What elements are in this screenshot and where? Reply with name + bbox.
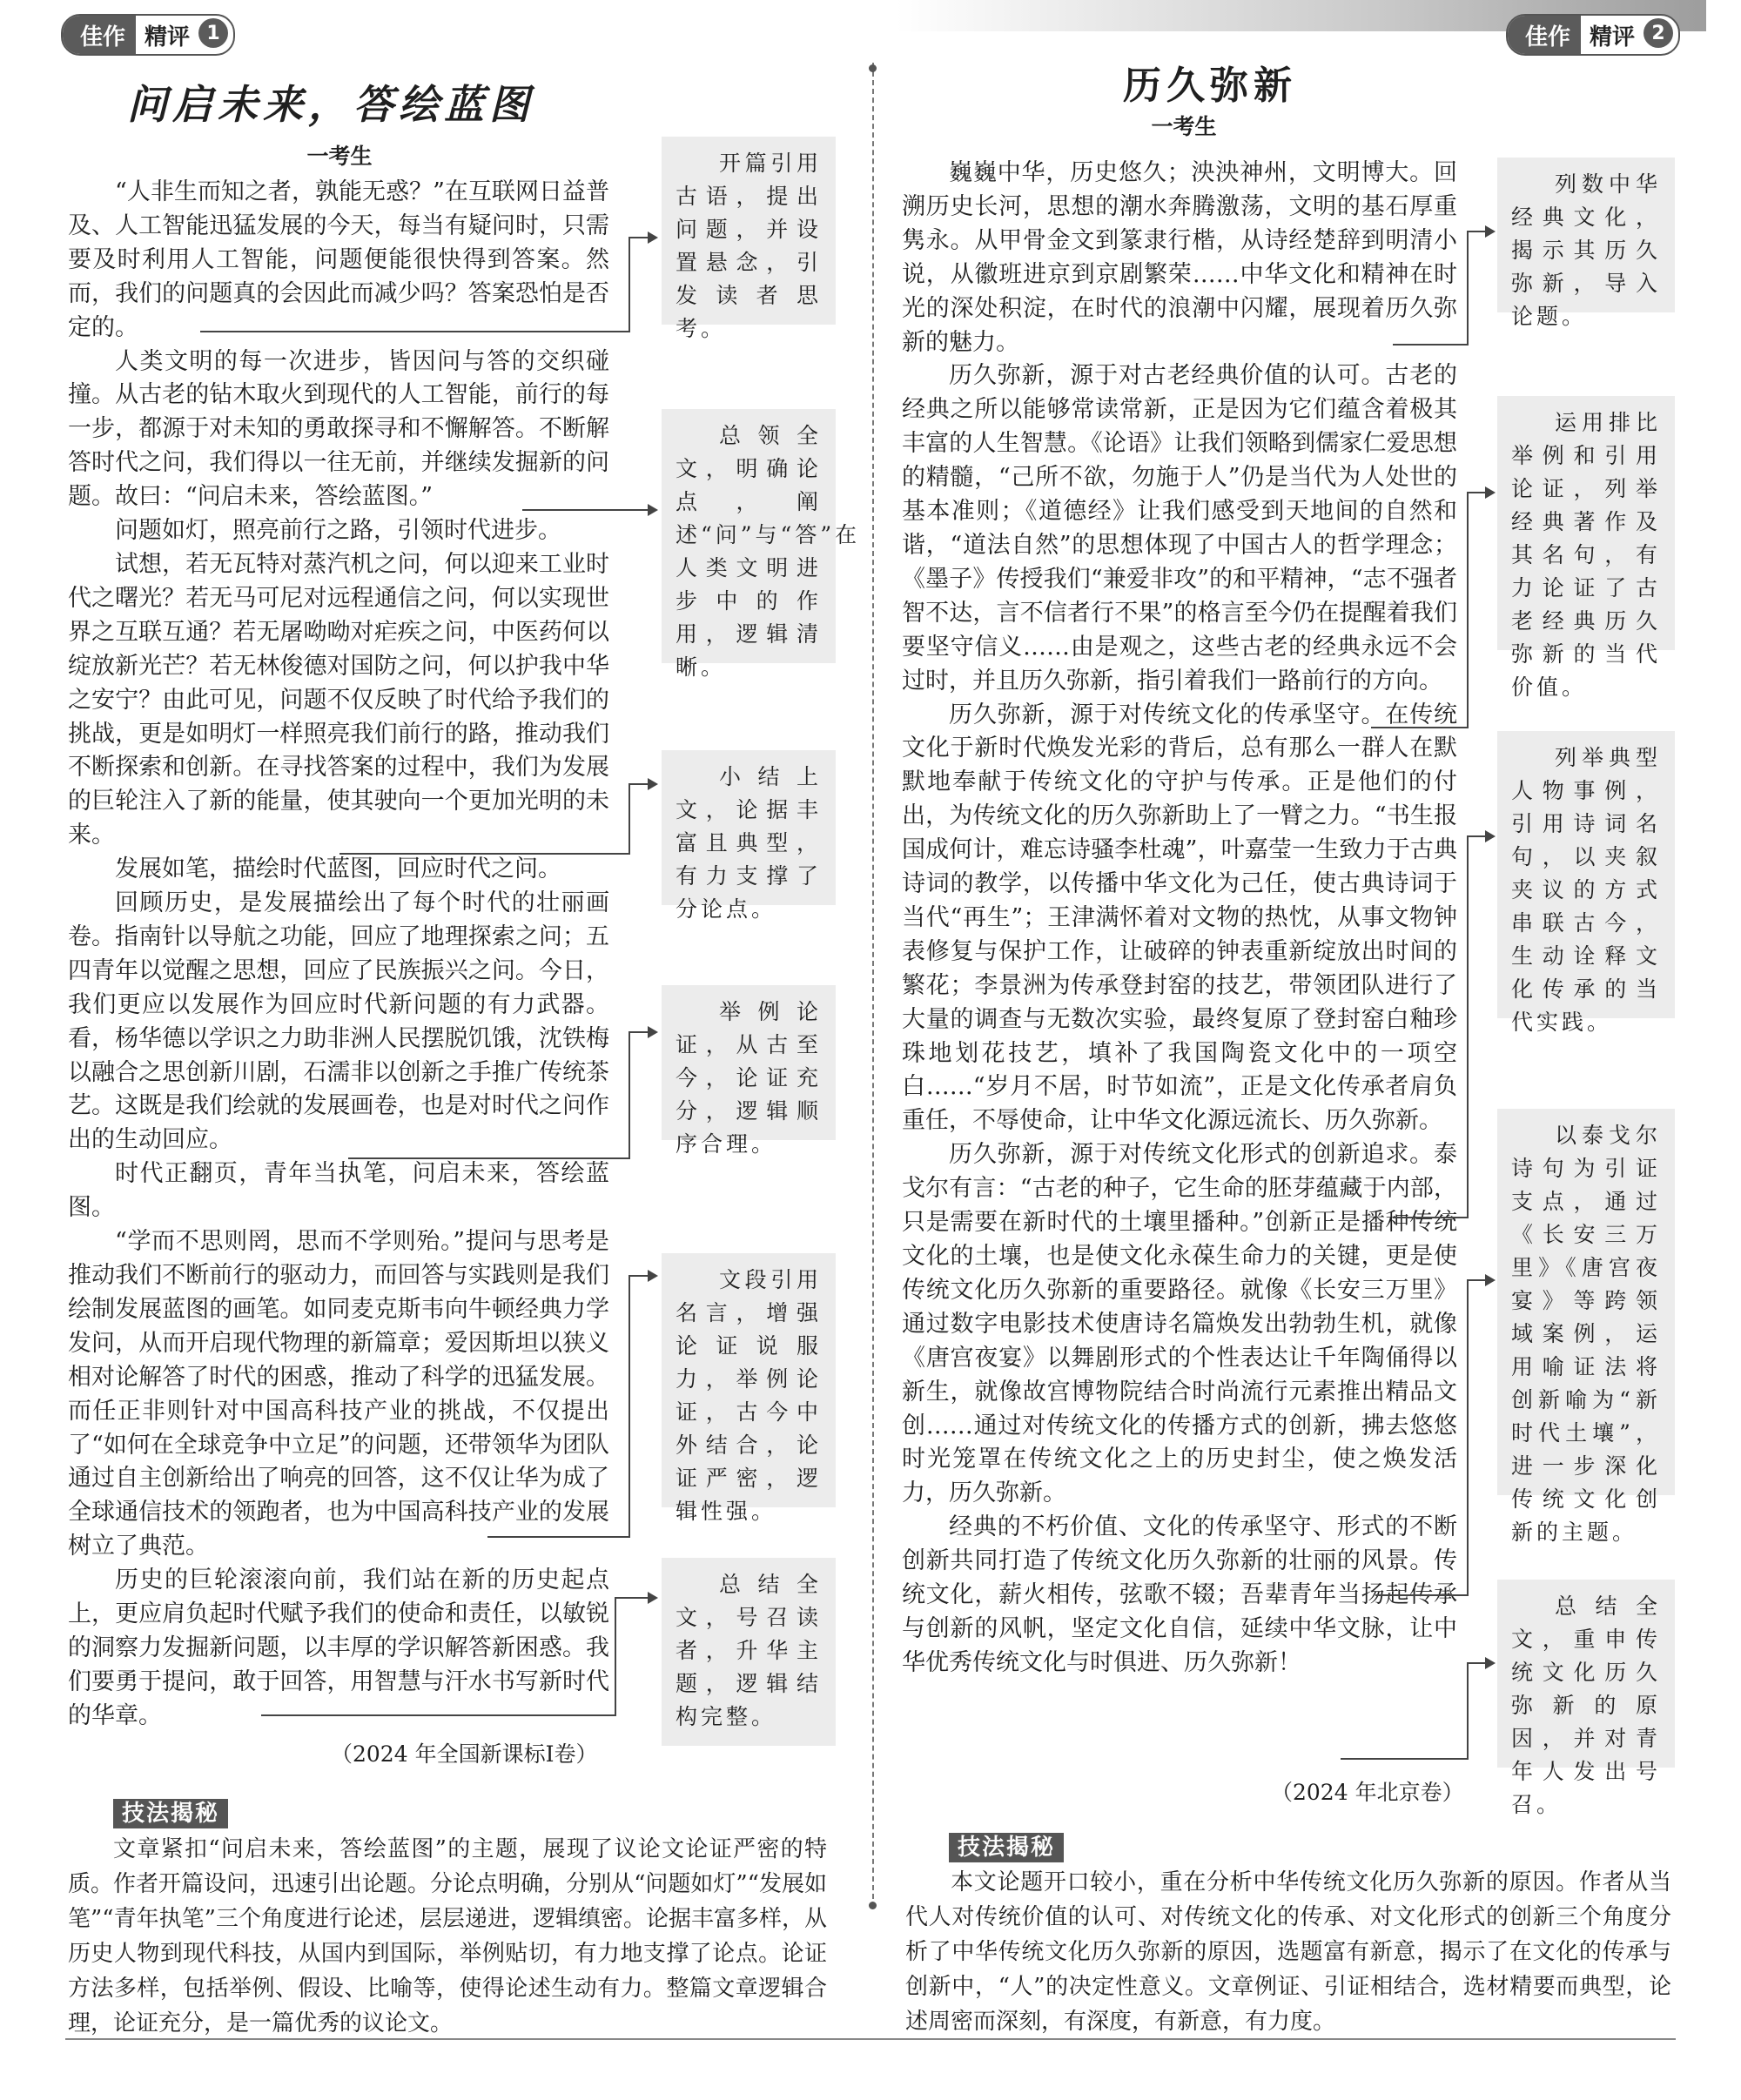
essay-body-left	[68, 176, 609, 1734]
annotation-note: 总结全文，重申传统文化历久弥新的原因，并对青年人发出号召。	[1497, 1580, 1675, 1768]
technique-text-right: 本文论题开口较小，重在分析中华传统文化历久弥新的原因。作者从当代人对传统价值的认可、对传统文化的传承、对文化形式的创新三个角度分析了中华传统文化历久弥新的原因，选题富有新意，揭示了在文化的传承与创新中，“人”的决定性意义。文章例证、引证相结合，选材精要而典型，论述周密而深刻，有深度，有新意，有力度。	[905, 1869, 1671, 2035]
annotation-note: 列举典型人物事例，引用诗词名句，以夹叙夹议的方式串联古今，生动诠释文化传承的当代实践。	[1497, 731, 1675, 1018]
connector-line	[1467, 835, 1469, 1217]
connector-line	[629, 1031, 630, 1157]
connector-line	[1467, 492, 1487, 493]
annotation-note: 列数中华经典文化，揭示其历久弥新，导入论题。	[1497, 158, 1675, 312]
connector-line	[629, 783, 649, 785]
annotation-note: 举例论证，从古至今，论证充分，逻辑顺序合理。	[662, 985, 836, 1140]
annotation-note: 运用排比举例和引用论证，列举经典著作及其名句，有力论证了古老经典历久弥新的当代价值。	[1497, 396, 1675, 650]
connector-arrow	[648, 778, 658, 790]
connector-line	[339, 853, 630, 855]
connector-line	[1467, 492, 1469, 727]
paragraph: 时代正翻页，青年当执笔，问启未来，答绘蓝图。	[68, 1160, 609, 1222]
connector-line	[629, 237, 649, 238]
tag-label: 佳作	[1508, 16, 1581, 54]
connector-arrow	[1485, 830, 1496, 842]
bottom-rule	[65, 2038, 1676, 2040]
tag-number: 1	[198, 18, 228, 48]
paragraph: 试想，若无瓦特对蒸汽机之问，何以迎来工业时代之曙光？若无马可尼对远程通信之问，何以实现世界之互联互通？若无屠呦呦对疟疾之问，中医药何以绽放新光芒？若无林俊德对国防之问，何以护我中华之安宁？由此可见，问题不仅反映了时代给予我们的挑战，更是如明灯一样照亮我们前行的路，推动我们不断探索和创新。在寻找答案的过程中，我们为发展的巨轮注入了新的能量，使其驶向一个更加光明的未来。	[68, 550, 609, 849]
paragraph: 人类文明的每一次进步，皆因问与答的交织碰撞。从古老的钻木取火到现代的人工智能，前行的每一步，都源于对未知的勇敢探寻和不懈解答。不断解答时代之问，我们得以一往无前，并继续发掘新的问题。故曰：“问启未来，答绘蓝图。”	[68, 347, 609, 511]
connector-line	[629, 783, 630, 853]
essay-source-right: （2024 年北京卷）	[1271, 1780, 1464, 1805]
paragraph: 问题如灯，照亮前行之路，引领时代进步。	[115, 517, 561, 545]
paragraph: “学而不思则罔，思而不学则殆。”提问与思考是推动我们不断前行的驱动力，而回答与实践则是我们绘制发展蓝图的画笔。如同麦克斯韦向牛顿经典力学发问，从而开启现代物理的新篇章；爱因斯坦以狭义相对论解答了时代的困惑，推动了科学的迅猛发展。而任正非则针对中国高科技产业的挑战，不仅提出了“如何在全球竞争中立足”的问题，还带领华为团队通过自主创新给出了响亮的回答，这不仅让华为成了全球通信技术的领跑者，也为中国高科技产业的发展树立了典范。	[68, 1228, 609, 1560]
annotation-note: 小结上文，论据丰富且典型，有力支撑了分论点。	[662, 750, 836, 905]
connector-line	[200, 331, 630, 332]
paragraph: “人非生而知之者，孰能无惑？”在互联网日益普及、人工智能迅猛发展的今天，每当有疑问时，只需要及时利用人工智能，问题便能很快得到答案。然而，我们的问题真的会因此而减少吗？答案恐怕是否定的。	[68, 178, 609, 341]
annotation-note: 文段引用名言，增强论证说服力，举例论证，古今中外结合，论证严密，逻辑性强。	[662, 1253, 836, 1507]
connector-line	[1467, 1662, 1487, 1664]
essay-source-left: （2024 年全国新课标Ⅰ卷）	[331, 1741, 598, 1767]
essay-title-right: 历久弥新	[1123, 64, 1297, 108]
connector-line	[1371, 727, 1469, 728]
connector-line	[1467, 1279, 1469, 1594]
section-tag-left	[61, 14, 235, 56]
paragraph: 经典的不朽价值、文化的传承坚守、形式的不断创新共同打造了传统文化历久弥新的壮丽的风景。传统文化，薪火相传，弦歌不辍；吾辈青年当扬起传承与创新的风帆，坚定文化自信，延续中华文脉，让中华优秀传统文化与时俱进、历久弥新！	[902, 1513, 1457, 1676]
annotation-note: 以泰戈尔诗句为引证支点，通过《长安三万里》《唐宫夜宴》等跨领域案例，运用喻证法将创新喻为“新时代土壤”，进一步深化传统文化创新的主题。	[1497, 1109, 1675, 1495]
connector-line	[261, 1714, 616, 1716]
connector-line	[1467, 231, 1487, 232]
connector-arrow	[648, 504, 658, 516]
paragraph: 发展如笔，描绘时代蓝图，回应时代之问。	[115, 855, 561, 883]
annotation-note: 总结全文，号召读者，升华主题，逻辑结构完整。	[662, 1558, 836, 1746]
connector-line	[1393, 344, 1469, 346]
column-divider	[872, 63, 874, 1908]
paragraph: 历久弥新，源于对传统文化形式的创新追求。泰戈尔有言：“古老的种子，它生命的胚芽蕴藏于内部，只是需要在新时代的土壤里播种。”创新正是播种传统文化的土壤，也是使文化永葆生命力的关键，更是使传统文化历久弥新的重要路径。就像《长安三万里》通过数字电影技术使唐诗名篇焕发出勃勃生机，就像《唐宫夜宴》以舞剧形式的个性表达让千年陶俑得以新生，就像故宫博物院结合时尚流行元素推出精品文创……通过对传统文化的传播方式的创新，拂去悠悠时光笼罩在传统文化之上的历史封尘，使之焕发活力，历久弥新。	[902, 1141, 1457, 1507]
essay-author-left: 一考生	[306, 144, 373, 169]
connector-arrow	[1485, 1274, 1496, 1286]
connector-arrow	[1485, 486, 1496, 499]
divider-dot	[869, 1902, 877, 1909]
tag-sublabel: 精评	[1589, 23, 1635, 50]
connector-line	[1341, 1758, 1469, 1760]
essay-title-left: 问启未来，答绘蓝图	[127, 81, 534, 128]
connector-line	[348, 1157, 630, 1159]
tag-number: 2	[1644, 18, 1673, 48]
connector-arrow	[1485, 1657, 1496, 1669]
paragraph: 回顾历史，是发展描绘出了每个时代的壮丽画卷。指南针以导航之功能，回应了地理探索之问；五四青年以觉醒之思想，回应了民族振兴之问。今日，我们更应以发展作为回应时代新问题的有力武器。看，杨华德以学识之力助非洲人民摆脱饥饿，沈铁梅以融合之思创新川剧，石濡非以创新之手推广传统茶艺。这既是我们绘就的发展画卷，也是对时代之问作出的生动回应。	[68, 889, 609, 1154]
connector-line	[1467, 1662, 1469, 1758]
connector-arrow	[1485, 225, 1496, 238]
connector-arrow	[648, 1270, 658, 1282]
paragraph: 历久弥新，源于对古老经典价值的认可。古老的经典之所以能够常读常新，正是因为它们蕴含着极其丰富的人生智慧。《论语》让我们领略到儒家仁爱思想的精髓，“己所不欲，勿施于人”仍是当代为人处世的基本准则；《道德经》让我们感受到天地间的自然和谐，“道法自然”的思想体现了中国古人的哲学理念；《墨子》传授我们“兼爱非攻”的和平精神，“志不强者智不达，言不信者行不果”的格言至今仍在提醒着我们要坚守信义……由是观之，这些古老的经典永远不会过时，并且历久弥新，指引着我们一路前行的方向。	[902, 362, 1457, 694]
section-tag-right	[1506, 14, 1680, 56]
annotation-note: 开篇引用古语，提出问题，并设置悬念，引发读者思考。	[662, 137, 836, 325]
essay-author-right: 一考生	[1151, 114, 1217, 139]
connector-line	[522, 509, 649, 511]
paragraph: 历久弥新，源于对传统文化的传承坚守。在传统文化于新时代焕发光彩的背后，总有那么一群人在默默地奉献于传统文化的守护与传承。正是他们的付出，为传统文化的历久弥新助上了一臂之力。“书生报国成何计，难忘诗骚李杜魂”，叶嘉莹一生致力于古典诗词的教学，以传播中华文化为己任，使古典诗词于当代“再生”；王津满怀着对文物的热忱，从事文物钟表修复与保护工作，让破碎的钟表重新绽放出时间的繁花；李景洲为传承登封窑的技艺，带领团队进行了大量的调查与无数次实验，最终复原了登封窑白釉珍珠地划花技艺，填补了我国陶瓷文化中的一项空白……“岁月不居，时节如流”，正是文化传承者肩负重任，不辱使命，让中华文化源远流长、历久弥新。	[902, 701, 1457, 1135]
connector-line	[629, 1031, 649, 1033]
technique-label-right: 技法揭秘	[949, 1833, 1064, 1862]
connector-line	[1375, 1594, 1469, 1596]
connector-line	[615, 1597, 616, 1714]
connector-line	[629, 1275, 649, 1277]
connector-line	[615, 1597, 649, 1599]
connector-line	[629, 1275, 630, 1536]
connector-arrow	[648, 1026, 658, 1038]
connector-line	[1467, 1279, 1487, 1281]
essay-body-right	[902, 157, 1457, 1681]
connector-line	[1467, 835, 1487, 837]
connector-line	[1467, 231, 1469, 344]
connector-line	[629, 237, 630, 331]
connector-arrow	[648, 231, 658, 244]
technique-text-left: 文章紧扣“问启未来，答绘蓝图”的主题，展现了议论文论证严密的特质。作者开篇设问，迅速引出论题。分论点明确，分别从“问题如灯”“发展如笔”“青年执笔”三个角度进行论述，层层递进，逻辑缜密。论据丰富多样，从历史人物到现代科技，从国内到国际，举例贴切，有力地支撑了论点。论证方法多样，包括举例、假设、比喻等，使得论述生动有力。整篇文章逻辑合理，论证充分，是一篇优秀的议论文。	[68, 1836, 827, 2036]
paragraph: 历史的巨轮滚滚向前，我们站在新的历史起点上，更应肩负起时代赋予我们的使命和责任，以敏锐的洞察力发掘新问题，以丰厚的学识解答新困惑。我们要勇于提问，敢于回答，用智慧与汗水书写新时代的华章。	[68, 1567, 609, 1729]
divider-dot	[869, 64, 877, 72]
connector-line	[1393, 1217, 1469, 1218]
technique-label-left: 技法揭秘	[113, 1799, 228, 1828]
annotation-note: 总领全文，明确论点，阐述“问”与“答”在人类文明进步中的作用，逻辑清晰。	[662, 409, 836, 663]
tag-label: 佳作	[63, 16, 136, 54]
connector-arrow	[648, 1592, 658, 1604]
paragraph: 巍巍中华，历史悠久；泱泱神州，文明博大。回溯历史长河，思想的潮水奔腾激荡，文明的基石厚重隽永。从甲骨金文到篆隶行楷，从诗经楚辞到明清小说，从徽班进京到京剧繁荣……中华文化和精神在时光的深处积淀，在时代的浪潮中闪耀，展现着历久弥新的魅力。	[902, 159, 1457, 356]
connector-line	[487, 1536, 630, 1538]
tag-sublabel: 精评	[145, 23, 191, 50]
